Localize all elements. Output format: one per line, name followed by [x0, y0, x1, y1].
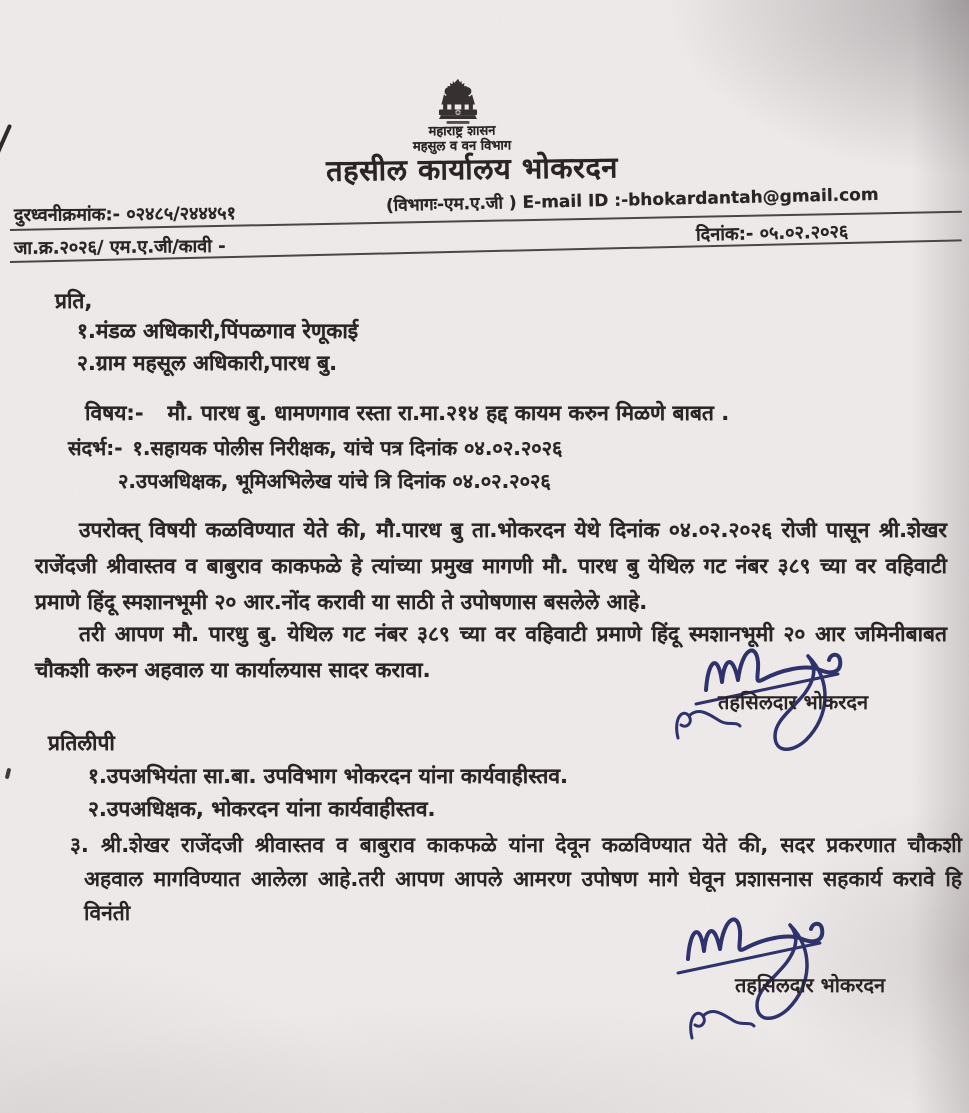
ink-speck: [5, 768, 12, 780]
subject-row: [85, 399, 729, 427]
signature-stroke: [691, 1012, 754, 1038]
office-title: तहसील कार्यालय भोकरदन: [325, 150, 619, 188]
phone-number: दुरध्वनीक्रमांक:- ०२४८५/२४४४५१: [13, 203, 236, 226]
letter-date: दिनांक:- ०५.०२.२०२६: [695, 221, 849, 246]
ashoka-emblem-icon: [432, 78, 484, 126]
division-email-line: (विभागः-एम.ए.जी ) E-mail ID :-bhokardantah@gmail.com: [385, 184, 879, 216]
department-name: महसुल व वन विभाग: [412, 138, 512, 155]
subject-text: मौ. पारध बु. धामणगाव रस्ता रा.मा.२१४ हद्द कायम करुन मिळणे बाबत .: [167, 401, 730, 425]
signature-stroke: [677, 712, 740, 738]
outward-number: जा.क्र.२०२६/ एम.ए.जी/कावी -: [13, 235, 226, 259]
signatory-designation: तहसिलदार भोकरदन: [718, 690, 869, 714]
recipient-line: २.ग्राम महसूल अधिकारी,पारध बु.: [77, 351, 338, 375]
reference-row: [68, 434, 562, 461]
pen-stroke-mark: [0, 124, 12, 158]
signature-stroke: [678, 943, 820, 973]
recipient-line: १.मंडळ अधिकारी,पिंपळगाव रेणूकाई: [77, 319, 359, 343]
signature-flourish: [682, 1000, 760, 1048]
copies-label: प्रतिलीपी: [48, 731, 115, 755]
signatory-designation: तहसिलदार भोकरदन: [735, 973, 886, 997]
reference-line: १.सहायक पोलीस निरीक्षक, यांचे पत्र दिनांक ०४.०२.२०२६: [132, 436, 563, 460]
body-paragraph: तरी आपण मौ. पारधु बु. येथिल गट नंबर ३८९ च्या वर वहिवाटी प्रमाणे हिंदू स्मशानभूमी २० आर जमिनीबाबत चौकशी करुन अहवाल या कार्यालयास सादर करावा.: [35, 622, 947, 682]
salutation: प्रति,: [55, 289, 93, 313]
subject-label: विषय:-: [85, 401, 144, 425]
reference-label: संदर्भ:-: [68, 436, 123, 460]
copy-line: १.उपअभियंता सा.बा. उपविभाग भोकरदन यांना कार्यवाहीस्तव.: [88, 764, 569, 788]
reference-line: २.उपअधिक्षक, भूमिअभिलेख यांचे त्रि दिनांक ०४.०२.२०२६: [118, 469, 551, 493]
government-name: महाराष्ट्र शासन: [428, 123, 496, 140]
copy-line: २.उपअधिक्षक, भोकरदन यांना कार्यवाहीस्तव.: [88, 797, 436, 821]
body-paragraph: उपरोक्त् विषयी कळविण्यात येते की, मौ.पारध बु ता.भोकरदन येथे दिनांक ०४.०२.२०२६ रोजी पासून श्री.शेखर राजेंदजी श्रीवास्तव व बाबुराव काकफळे हे त्यांच्या प्रमुख मागणी मौ. पारध बु येथिल गट नंबर ३८९ च्या वर वहिवाटी प्रमाणे हिंदू स्मशानभूमी २० आर.नोंद करावी या साठी ते उपोषणास बसलेले आहे.: [35, 518, 947, 614]
copy-line: ३. श्री.शेखर राजेंदजी श्रीवास्तव व बाबुराव काकफळे यांना देवून कळविण्यात येते की, सदर प्रकरणात चौकशी अहवाल मागविण्यात आलेला आहे.तरी आपण आपले आमरण उपोषण मागे घेवून प्रशासनास सहकार्य करावे हि विनंती: [70, 833, 962, 925]
